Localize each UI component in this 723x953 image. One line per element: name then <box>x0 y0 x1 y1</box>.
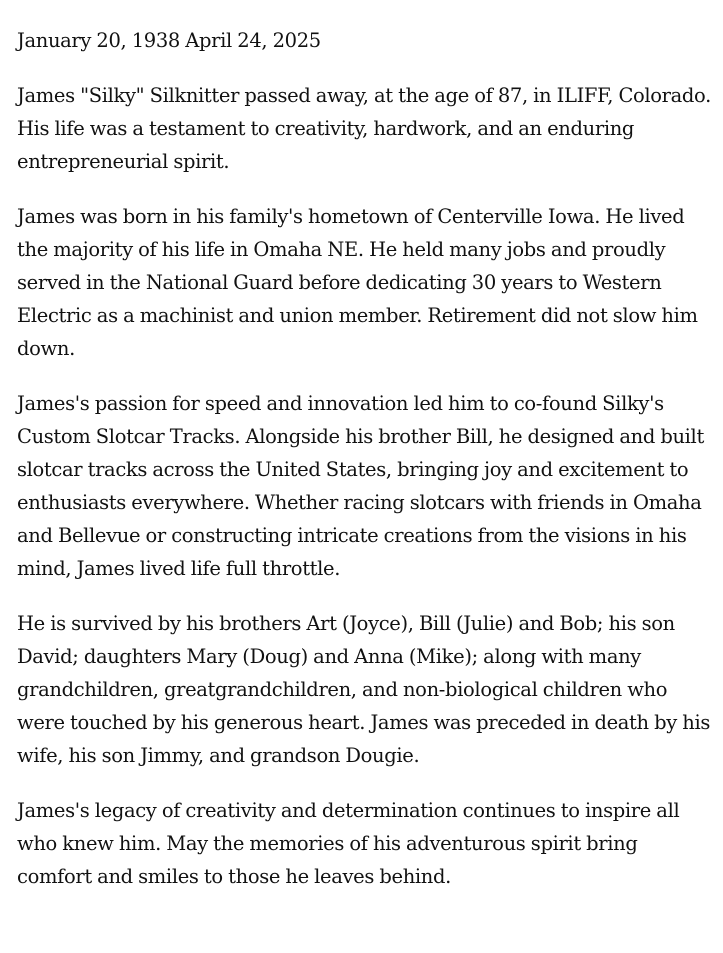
paragraph-slotcar-business: James's passion for speed and innovation led him to co-found Silky's Custom Slotcar Tracks. Alongside his brother Bill, he designed and built slotcar tracks across the United States, bringing joy and excitement to enthusiasts everywhere. Whether racing slotcars with friends in Omaha and Bellevue or constructing intricate creations from the visions in his mind, James lived life full throttle. <box>17 392 704 580</box>
paragraph-legacy: James's legacy of creativity and determination continues to inspire all who knew him. May the memories of his adventurous spirit bring comfort and smiles to those he leaves behind. <box>17 799 680 888</box>
paragraph-early-life-career: James was born in his family's hometown of Centerville Iowa. He lived the majority of his life in Omaha NE. He held many jobs and proudly served in the National Guard before dedicating 30 years to Western Electric as a machinist and union member. Retirement did not slow him down. <box>17 205 698 360</box>
paragraph-survivors: He is survived by his brothers Art (Joyce), Bill (Julie) and Bob; his son David; daughters Mary (Doug) and Anna (Mike); along with many grandchildren, greatgrandchildren, and non-biological children who were touched by his generous heart. James was preceded in death by his wife, his son Jimmy, and grandson Dougie. <box>17 612 711 767</box>
paragraph-announcement: James "Silky" Silknitter passed away, at the age of 87, in ILIFF, Colorado. His life was a testament to creativity, hardwork, and an enduring entrepreneurial spirit. <box>17 84 711 173</box>
life-dates: January 20, 1938 April 24, 2025 <box>17 29 321 52</box>
